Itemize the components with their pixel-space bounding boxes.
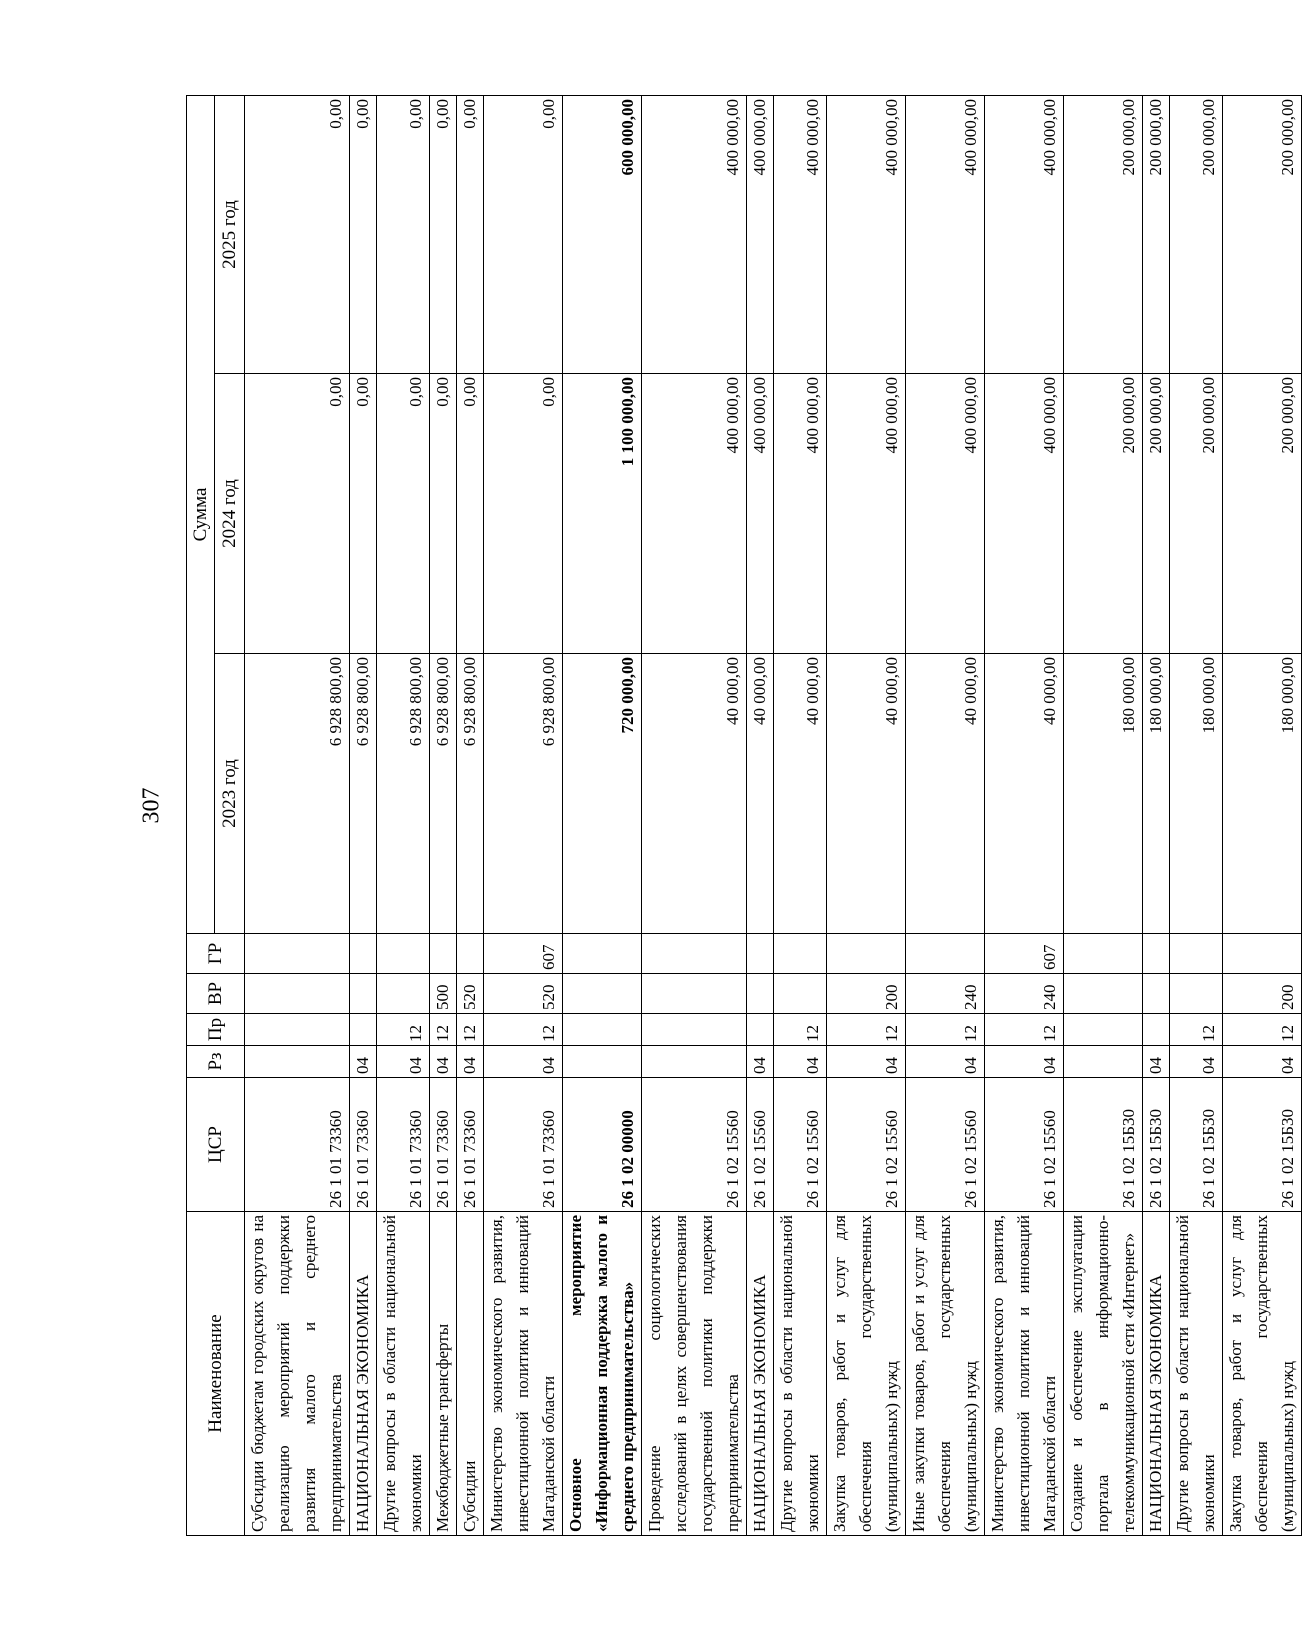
csr-cell: 26 1 02 15Б30 bbox=[1064, 1078, 1143, 1212]
gr-cell bbox=[747, 934, 774, 974]
csr-cell: 26 1 01 73360 bbox=[350, 1078, 377, 1212]
vr-cell: 520 bbox=[457, 974, 484, 1014]
gr-cell bbox=[642, 934, 747, 974]
gr-cell bbox=[377, 934, 430, 974]
amount-2023-cell: 40 000,00 bbox=[642, 654, 747, 934]
pr-cell bbox=[245, 1014, 350, 1046]
csr-cell: 26 1 01 73360 bbox=[245, 1078, 350, 1212]
col-header-vr: ВР bbox=[187, 974, 245, 1014]
rz-cell: 04 bbox=[377, 1046, 430, 1078]
pr-cell: 12 bbox=[827, 1014, 906, 1046]
rz-cell: 04 bbox=[774, 1046, 827, 1078]
amount-2024-cell: 400 000,00 bbox=[985, 374, 1064, 654]
table-row bbox=[245, 95, 350, 1535]
amount-2023-cell: 6 928 800,00 bbox=[484, 654, 563, 934]
vr-cell bbox=[245, 974, 350, 1014]
amount-2024-cell: 200 000,00 bbox=[1064, 374, 1143, 654]
pr-cell: 12 bbox=[1170, 1014, 1223, 1046]
name-cell: Министерство экономического развития, инвестиционной политики и инноваций Магаданской области bbox=[484, 1212, 563, 1536]
amount-2025-cell: 200 000,00 bbox=[1143, 95, 1170, 373]
csr-cell: 26 1 02 15560 bbox=[774, 1078, 827, 1212]
amount-2025-cell: 0,00 bbox=[484, 95, 563, 373]
gr-cell bbox=[350, 934, 377, 974]
table-row bbox=[1064, 95, 1143, 1535]
amount-2023-cell: 6 928 800,00 bbox=[245, 654, 350, 934]
col-header-sum: Сумма bbox=[187, 95, 215, 933]
name-cell: Субсидии бюджетам городских округов на реализацию мероприятий поддержки развития малого и среднего предпринимательства bbox=[245, 1212, 350, 1536]
amount-2024-cell: 200 000,00 bbox=[1170, 374, 1223, 654]
amount-2024-cell: 400 000,00 bbox=[906, 374, 985, 654]
amount-2025-cell: 400 000,00 bbox=[827, 95, 906, 373]
table-body bbox=[245, 95, 1302, 1535]
rz-cell: 04 bbox=[484, 1046, 563, 1078]
amount-2024-cell: 400 000,00 bbox=[642, 374, 747, 654]
vr-cell: 500 bbox=[430, 974, 457, 1014]
name-cell: Создание и обеспечение эксплуатации портала в информационно-телекоммуникационной сети «Интернет» bbox=[1064, 1212, 1143, 1536]
vr-cell: 240 bbox=[985, 974, 1064, 1014]
col-header-csr: ЦСР bbox=[187, 1078, 245, 1212]
amount-2023-cell: 180 000,00 bbox=[1064, 654, 1143, 934]
table-row bbox=[1143, 95, 1170, 1535]
csr-cell: 26 1 02 15Б30 bbox=[1223, 1078, 1302, 1212]
amount-2025-cell: 400 000,00 bbox=[774, 95, 827, 373]
gr-cell bbox=[457, 934, 484, 974]
name-cell: Закупка товаров, работ и услуг для обеспечения государственных (муниципальных) нужд bbox=[827, 1212, 906, 1536]
vr-cell bbox=[1170, 974, 1223, 1014]
gr-cell: 607 bbox=[484, 934, 563, 974]
amount-2024-cell: 0,00 bbox=[377, 374, 430, 654]
vr-cell bbox=[1064, 974, 1143, 1014]
pr-cell: 12 bbox=[1223, 1014, 1302, 1046]
rz-cell bbox=[642, 1046, 747, 1078]
gr-cell bbox=[563, 934, 642, 974]
rz-cell: 04 bbox=[985, 1046, 1064, 1078]
gr-cell bbox=[774, 934, 827, 974]
vr-cell: 520 bbox=[484, 974, 563, 1014]
rz-cell: 04 bbox=[827, 1046, 906, 1078]
amount-2023-cell: 40 000,00 bbox=[906, 654, 985, 934]
col-header-2025: 2025 год bbox=[215, 95, 245, 373]
name-cell: Другие вопросы в области национальной экономики bbox=[377, 1212, 430, 1536]
pr-cell: 12 bbox=[484, 1014, 563, 1046]
vr-cell bbox=[350, 974, 377, 1014]
name-cell: Другие вопросы в области национальной экономики bbox=[774, 1212, 827, 1536]
pr-cell bbox=[1143, 1014, 1170, 1046]
gr-cell bbox=[1170, 934, 1223, 974]
rz-cell: 04 bbox=[1223, 1046, 1302, 1078]
amount-2025-cell: 0,00 bbox=[457, 95, 484, 373]
name-cell: Основное мероприятие «Информационная поддержка малого и среднего предпринимательства» bbox=[563, 1212, 642, 1536]
gr-cell bbox=[827, 934, 906, 974]
csr-cell: 26 1 01 73360 bbox=[457, 1078, 484, 1212]
budget-table bbox=[186, 95, 1302, 1536]
col-header-gr: ГР bbox=[187, 934, 245, 974]
pr-cell bbox=[747, 1014, 774, 1046]
pr-cell bbox=[563, 1014, 642, 1046]
amount-2023-cell: 180 000,00 bbox=[1170, 654, 1223, 934]
page-number: 307 bbox=[138, 787, 165, 824]
csr-cell: 26 1 02 15Б30 bbox=[1143, 1078, 1170, 1212]
vr-cell bbox=[563, 974, 642, 1014]
amount-2024-cell: 0,00 bbox=[457, 374, 484, 654]
amount-2024-cell: 400 000,00 bbox=[747, 374, 774, 654]
table-row bbox=[350, 95, 377, 1535]
pr-cell: 12 bbox=[430, 1014, 457, 1046]
amount-2025-cell: 600 000,00 bbox=[563, 95, 642, 373]
table-row bbox=[563, 95, 642, 1535]
table-row bbox=[774, 95, 827, 1535]
pr-cell bbox=[350, 1014, 377, 1046]
amount-2024-cell: 0,00 bbox=[245, 374, 350, 654]
name-cell: Другие вопросы в области национальной экономики bbox=[1170, 1212, 1223, 1536]
gr-cell bbox=[1064, 934, 1143, 974]
table-row bbox=[430, 95, 457, 1535]
pr-cell: 12 bbox=[985, 1014, 1064, 1046]
rz-cell: 04 bbox=[430, 1046, 457, 1078]
amount-2025-cell: 0,00 bbox=[350, 95, 377, 373]
amount-2023-cell: 6 928 800,00 bbox=[457, 654, 484, 934]
csr-cell: 26 1 02 15560 bbox=[747, 1078, 774, 1212]
table-row bbox=[642, 95, 747, 1535]
table-row bbox=[1223, 95, 1302, 1535]
csr-cell: 26 1 01 73360 bbox=[377, 1078, 430, 1212]
name-cell: Межбюджетные трансферты bbox=[430, 1212, 457, 1536]
amount-2023-cell: 6 928 800,00 bbox=[377, 654, 430, 934]
amount-2023-cell: 40 000,00 bbox=[747, 654, 774, 934]
pr-cell: 12 bbox=[774, 1014, 827, 1046]
rz-cell: 04 bbox=[1170, 1046, 1223, 1078]
amount-2024-cell: 1 100 000,00 bbox=[563, 374, 642, 654]
rotated-page bbox=[186, 96, 1297, 1536]
amount-2025-cell: 200 000,00 bbox=[1170, 95, 1223, 373]
table-row bbox=[457, 95, 484, 1535]
vr-cell bbox=[377, 974, 430, 1014]
amount-2024-cell: 0,00 bbox=[484, 374, 563, 654]
name-cell: Проведение социологических исследований в целях совершенствования государственной политики поддержки предпринимательства bbox=[642, 1212, 747, 1536]
name-cell: Министерство экономического развития, инвестиционной политики и инноваций Магаданской области bbox=[985, 1212, 1064, 1536]
rz-cell: 04 bbox=[906, 1046, 985, 1078]
rz-cell bbox=[245, 1046, 350, 1078]
amount-2025-cell: 0,00 bbox=[377, 95, 430, 373]
amount-2025-cell: 400 000,00 bbox=[747, 95, 774, 373]
table-row bbox=[827, 95, 906, 1535]
csr-cell: 26 1 02 15560 bbox=[906, 1078, 985, 1212]
rz-cell: 04 bbox=[747, 1046, 774, 1078]
pr-cell bbox=[1064, 1014, 1143, 1046]
amount-2025-cell: 400 000,00 bbox=[906, 95, 985, 373]
csr-cell: 26 1 02 15560 bbox=[642, 1078, 747, 1212]
name-cell: НАЦИОНАЛЬНАЯ ЭКОНОМИКА bbox=[350, 1212, 377, 1536]
pr-cell: 12 bbox=[906, 1014, 985, 1046]
csr-cell: 26 1 01 73360 bbox=[484, 1078, 563, 1212]
name-cell: Субсидии bbox=[457, 1212, 484, 1536]
amount-2024-cell: 0,00 bbox=[430, 374, 457, 654]
col-header-2024: 2024 год bbox=[215, 374, 245, 654]
rz-cell: 04 bbox=[457, 1046, 484, 1078]
table-row bbox=[1170, 95, 1223, 1535]
amount-2023-cell: 180 000,00 bbox=[1223, 654, 1302, 934]
table-row bbox=[484, 95, 563, 1535]
table-row bbox=[747, 95, 774, 1535]
name-cell: Закупка товаров, работ и услуг для обеспечения государственных (муниципальных) нужд bbox=[1223, 1212, 1302, 1536]
amount-2025-cell: 400 000,00 bbox=[985, 95, 1064, 373]
gr-cell bbox=[430, 934, 457, 974]
table-row bbox=[906, 95, 985, 1535]
vr-cell: 240 bbox=[906, 974, 985, 1014]
rz-cell: 04 bbox=[1143, 1046, 1170, 1078]
col-header-2023: 2023 год bbox=[215, 654, 245, 934]
name-cell: Иные закупки товаров, работ и услуг для обеспечения государственных (муниципальных) нужд bbox=[906, 1212, 985, 1536]
amount-2023-cell: 40 000,00 bbox=[827, 654, 906, 934]
csr-cell: 26 1 02 15Б30 bbox=[1170, 1078, 1223, 1212]
amount-2025-cell: 400 000,00 bbox=[642, 95, 747, 373]
col-header-name: Наименование bbox=[187, 1212, 245, 1536]
amount-2024-cell: 0,00 bbox=[350, 374, 377, 654]
amount-2025-cell: 200 000,00 bbox=[1223, 95, 1302, 373]
col-header-rz: Рз bbox=[187, 1046, 245, 1078]
pr-cell: 12 bbox=[457, 1014, 484, 1046]
amount-2023-cell: 6 928 800,00 bbox=[430, 654, 457, 934]
csr-cell: 26 1 02 15560 bbox=[827, 1078, 906, 1212]
name-cell: НАЦИОНАЛЬНАЯ ЭКОНОМИКА bbox=[747, 1212, 774, 1536]
csr-cell: 26 1 01 73360 bbox=[430, 1078, 457, 1212]
amount-2023-cell: 40 000,00 bbox=[774, 654, 827, 934]
gr-cell bbox=[245, 934, 350, 974]
amount-2023-cell: 40 000,00 bbox=[985, 654, 1064, 934]
csr-cell: 26 1 02 00000 bbox=[563, 1078, 642, 1212]
vr-cell bbox=[774, 974, 827, 1014]
vr-cell: 200 bbox=[827, 974, 906, 1014]
amount-2024-cell: 200 000,00 bbox=[1223, 374, 1302, 654]
amount-2024-cell: 400 000,00 bbox=[774, 374, 827, 654]
gr-cell: 607 bbox=[985, 934, 1064, 974]
table-row bbox=[985, 95, 1064, 1535]
pr-cell bbox=[642, 1014, 747, 1046]
gr-cell bbox=[906, 934, 985, 974]
csr-cell: 26 1 02 15560 bbox=[985, 1078, 1064, 1212]
table-row bbox=[377, 95, 430, 1535]
amount-2023-cell: 6 928 800,00 bbox=[350, 654, 377, 934]
col-header-pr: Пр bbox=[187, 1014, 245, 1046]
amount-2024-cell: 200 000,00 bbox=[1143, 374, 1170, 654]
rz-cell bbox=[563, 1046, 642, 1078]
gr-cell bbox=[1143, 934, 1170, 974]
vr-cell bbox=[747, 974, 774, 1014]
amount-2025-cell: 200 000,00 bbox=[1064, 95, 1143, 373]
rz-cell: 04 bbox=[350, 1046, 377, 1078]
name-cell: НАЦИОНАЛЬНАЯ ЭКОНОМИКА bbox=[1143, 1212, 1170, 1536]
amount-2023-cell: 180 000,00 bbox=[1143, 654, 1170, 934]
gr-cell bbox=[1223, 934, 1302, 974]
amount-2025-cell: 0,00 bbox=[430, 95, 457, 373]
amount-2025-cell: 0,00 bbox=[245, 95, 350, 373]
amount-2023-cell: 720 000,00 bbox=[563, 654, 642, 934]
vr-cell bbox=[642, 974, 747, 1014]
vr-cell: 200 bbox=[1223, 974, 1302, 1014]
table-header bbox=[187, 95, 245, 1535]
pr-cell: 12 bbox=[377, 1014, 430, 1046]
vr-cell bbox=[1143, 974, 1170, 1014]
amount-2024-cell: 400 000,00 bbox=[827, 374, 906, 654]
rz-cell bbox=[1064, 1046, 1143, 1078]
